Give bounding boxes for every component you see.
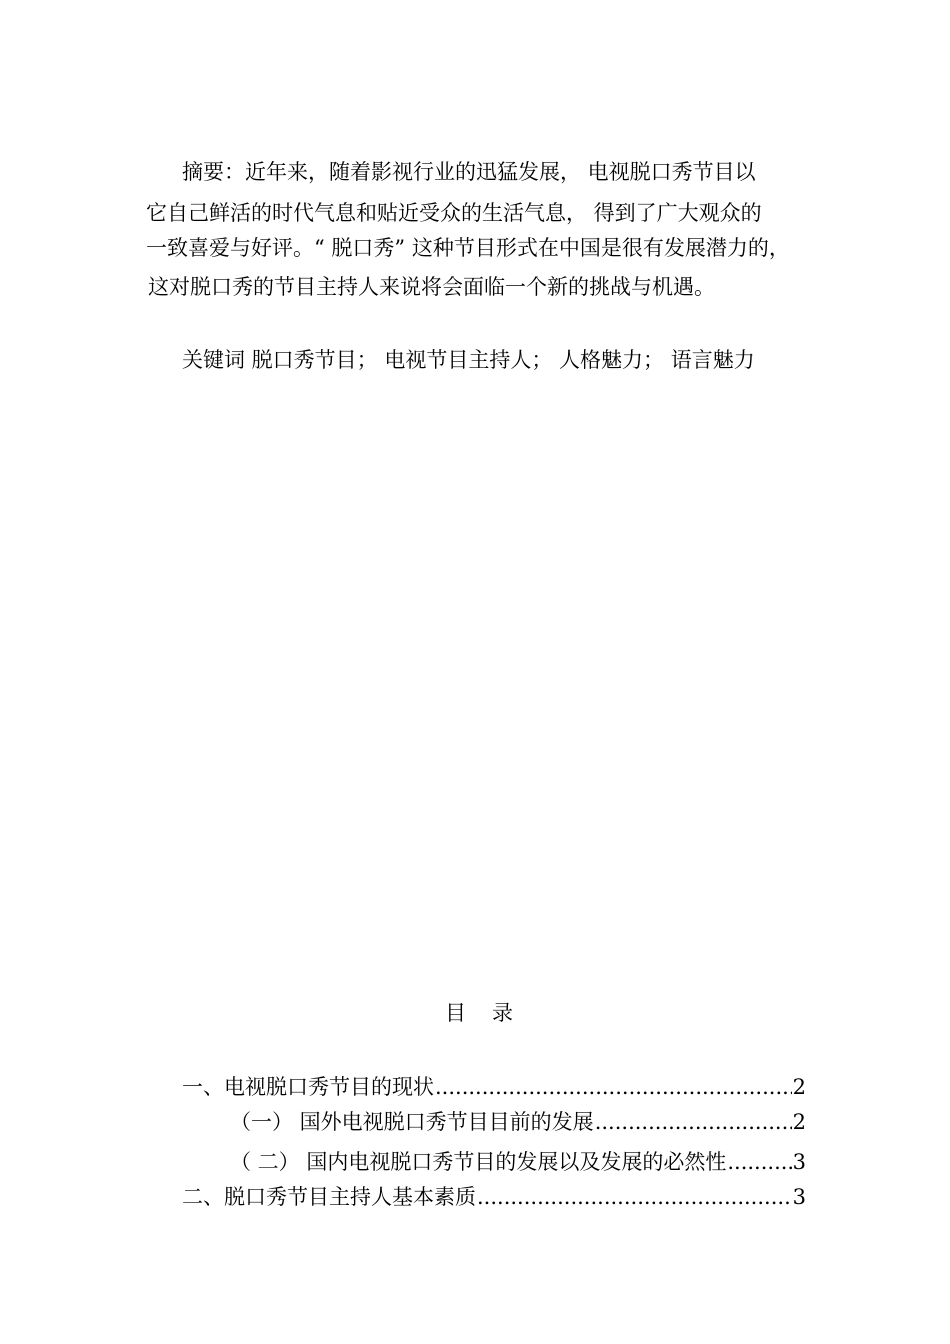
abstract-line-3: 一致喜爱与好评。“ 脱口秀” 这种节目形式在中国是很有发展潜力的， [146,236,790,260]
toc-entry-text: （ 二） 国内电视脱口秀节目的发展以及发展的必然性 [230,1150,727,1174]
toc-entry[interactable] [230,1108,806,1136]
toc-leader-dots [595,1108,792,1136]
toc-entry-text: 二、脱口秀节目主持人基本素质 [182,1185,476,1209]
toc-entry[interactable] [230,1148,806,1176]
toc-entry-page: 2 [792,1075,806,1099]
toc-entry-page: 3 [792,1185,806,1209]
keywords-line: 关键词 脱口秀节目； 电视节目主持人； 人格魅力； 语言魅力 [182,348,755,372]
toc-entry[interactable] [182,1073,806,1101]
toc-leader-dots [727,1148,791,1176]
abstract-line-2: 它自己鲜活的时代气息和贴近受众的生活气息， 得到了广大观众的 [146,201,762,225]
toc-leader-dots [435,1073,792,1101]
toc-entry-text: 一、电视脱口秀节目的现状 [182,1075,434,1099]
toc-leader-dots [477,1183,792,1211]
toc-entry[interactable] [182,1183,806,1211]
abstract-line-1: 摘要：近年来，随着影视行业的迅猛发展， 电视脱口秀节目以 [182,160,756,184]
toc-entry-page: 3 [792,1150,806,1174]
abstract-line-4: 这对脱口秀的节目主持人来说将会面临一个新的挑战与机遇。 [148,275,715,299]
toc-entry-page: 2 [792,1110,806,1134]
toc-title: 目录 [445,1001,539,1025]
toc-entry-text: （一） 国外电视脱口秀节目目前的发展 [230,1110,594,1134]
